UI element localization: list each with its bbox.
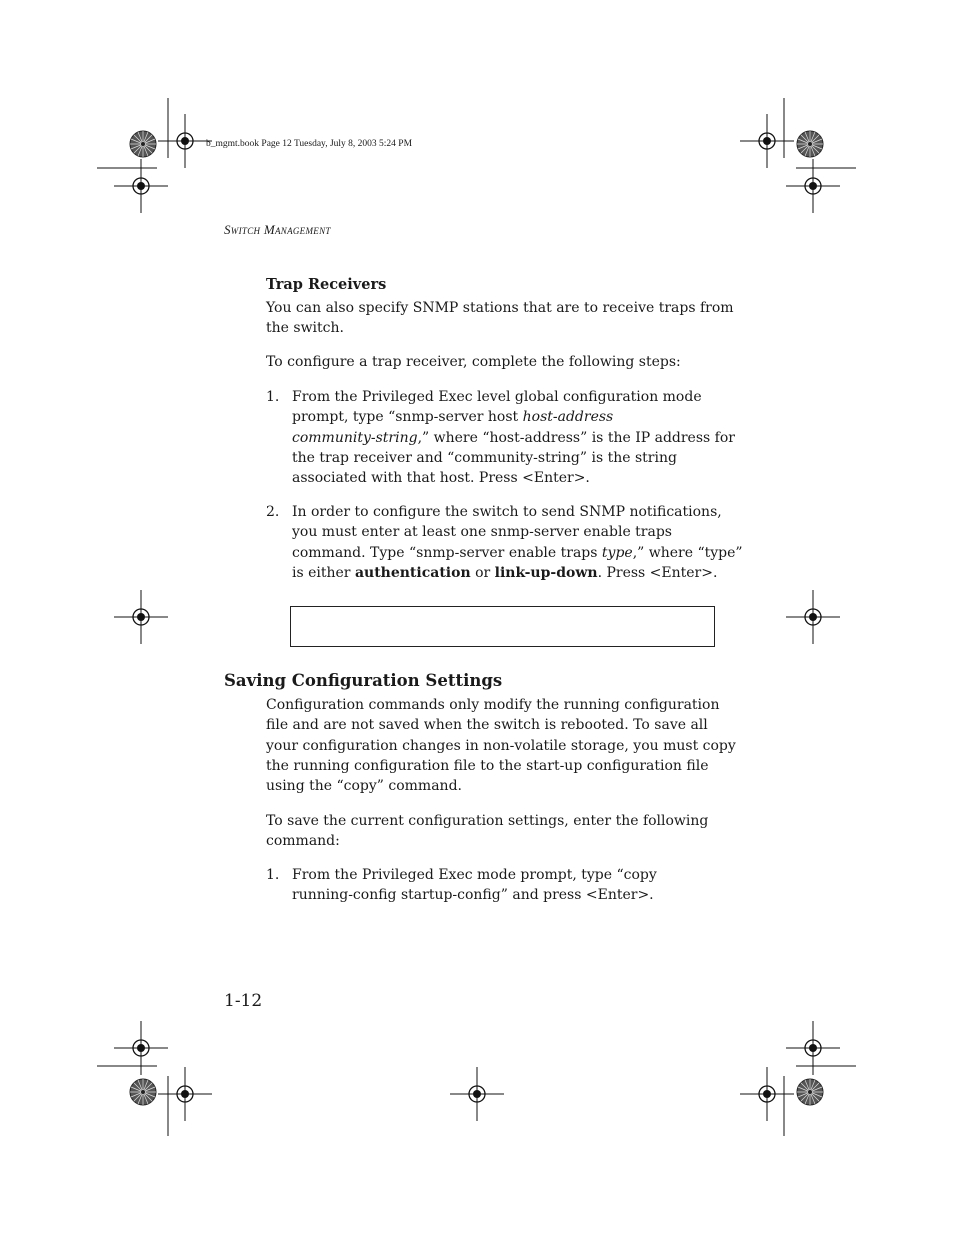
registration-mark-icon (158, 1067, 212, 1121)
text-line: To save the current configuration settings, enter the following (266, 813, 709, 829)
text-line: running-config startup-config” and press <Enter>. (292, 887, 654, 904)
registration-mark-icon (158, 114, 212, 168)
registration-mark-icon (114, 590, 168, 644)
trap-step-2 (266, 502, 743, 583)
text-line: the switch. (266, 320, 344, 337)
trap-lead-paragraph (266, 352, 716, 372)
text-line: you must enter at least one snmp-server enable traps (292, 524, 672, 541)
registration-mark-icon (786, 590, 840, 644)
registration-mark-icon (114, 159, 168, 213)
text-line: From the Privileged Exec level global configuration mode (292, 389, 702, 405)
text-line: is either authentication or link-up-down. Press <Enter>. (292, 564, 718, 581)
page-number: 1-12 (224, 991, 263, 1011)
section-heading-trap-receivers: Trap Receivers (266, 276, 387, 293)
text-line: From the Privileged Exec mode prompt, type “copy (292, 867, 657, 883)
text-line: your configuration changes in non-volatile storage, you must copy (266, 737, 736, 754)
step-number: 1. (266, 389, 280, 405)
step-number: 1. (266, 867, 280, 883)
trap-step-1 (266, 387, 735, 488)
print-slug: b_mgmt.book Page 12 Tuesday, July 8, 2003 5:24 PM (206, 139, 413, 149)
text-line: the trap receiver and “community-string” is the string (292, 449, 677, 466)
empty-note-box (290, 606, 715, 647)
text-line: You can also specify SNMP stations that are to receive traps from (266, 300, 734, 316)
registration-mark-icon (786, 1021, 840, 1075)
star-target-icon (130, 131, 156, 157)
star-target-icon (797, 1079, 823, 1105)
text-line: Configuration commands only modify the running configuration (266, 697, 720, 713)
trap-intro-paragraph (266, 298, 734, 339)
star-target-icon (797, 131, 823, 157)
text-line: To configure a trap receiver, complete the following steps: (266, 354, 681, 370)
registration-mark-icon (450, 1067, 504, 1121)
saving-step-1 (266, 865, 716, 906)
section-heading-saving-configuration: Saving Configuration Settings (224, 671, 503, 690)
text-line: the running configuration file to the start-up configuration file (266, 757, 709, 774)
text-line: file and are not saved when the switch is rebooted. To save all (266, 717, 708, 734)
registration-mark-icon (786, 159, 840, 213)
step-number: 2. (266, 504, 280, 520)
registration-mark-icon (740, 1067, 794, 1121)
text-line: using the “copy” command. (266, 778, 462, 795)
text-line: command: (266, 833, 340, 850)
saving-lead-paragraph (266, 811, 716, 852)
text-line: In order to configure the switch to send SNMP notifications, (292, 504, 722, 520)
registration-mark-icon (740, 114, 794, 168)
text-line: command. Type “snmp-server enable traps type,” where “type” (292, 544, 743, 561)
text-line: associated with that host. Press <Enter>. (292, 470, 590, 487)
running-head: Switch Management (224, 222, 331, 237)
registration-mark-icon (114, 1021, 168, 1075)
saving-paragraph (266, 695, 736, 796)
star-target-icon (130, 1079, 156, 1105)
text-line: prompt, type “snmp-server host host-address (292, 409, 614, 426)
text-line: community-string,” where “host-address” is the IP address for (292, 429, 735, 446)
